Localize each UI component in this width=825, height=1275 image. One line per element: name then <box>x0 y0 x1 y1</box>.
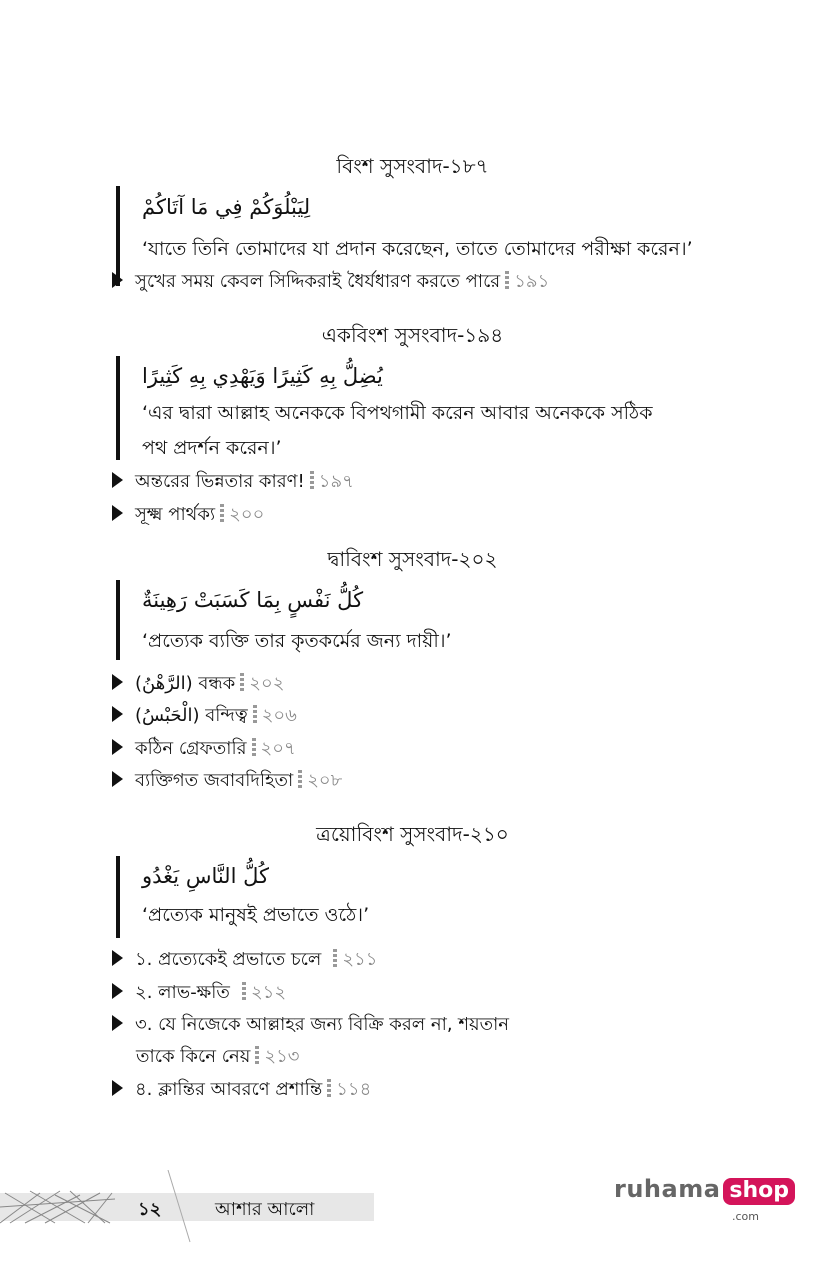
list-item[interactable] <box>112 765 342 797</box>
list-item[interactable] <box>112 668 284 700</box>
separator-icon <box>327 1079 331 1099</box>
page-ref: ১১৪ <box>336 1079 372 1100</box>
page-ref: ২০৮ <box>307 770 343 791</box>
arabic-verse: كُلُّ النَّاسِ يَغْدُو <box>142 864 269 888</box>
separator-icon <box>310 471 314 491</box>
item-text: সূক্ষ্ম পার্থক্য <box>135 504 216 525</box>
item-text: কঠিন গ্রেফতারি <box>135 738 247 759</box>
arabic-verse: لِيَبْلُوَكُمْ فِي مَا آتَاكُمْ <box>142 195 311 219</box>
translation: ‘প্রত্যেক মানুষই প্রভাতে ওঠে।’ <box>142 904 370 926</box>
section-title: দ্বাবিংশ সুসংবাদ-২০২ <box>327 547 498 571</box>
list-item[interactable] <box>112 977 286 1009</box>
arabic-verse: كُلُّ نَفْسٍ بِمَا كَسَبَتْ رَهِينَةٌ <box>142 588 364 612</box>
triangle-bullet-icon <box>112 983 123 999</box>
page-number: ১২ <box>138 1199 162 1220</box>
page-ref: ২১৩ <box>264 1046 300 1067</box>
separator-icon <box>242 982 246 1002</box>
logo-shop-text: shop <box>723 1178 795 1205</box>
section-title: একবিংশ সুসংবাদ-১৯৪ <box>321 323 504 347</box>
translation-line: পথ প্রদর্শন করেন।’ <box>142 437 282 459</box>
quote-block <box>116 580 452 660</box>
item-text: অন্তরের ভিন্নতার কারণ! <box>135 471 305 492</box>
footer-divider-icon <box>160 1170 200 1245</box>
quote-block <box>116 356 653 460</box>
triangle-bullet-icon <box>112 706 123 722</box>
section-title: বিংশ সুসংবাদ-১৮৭ <box>336 154 489 178</box>
triangle-bullet-icon <box>112 1015 123 1031</box>
item-text: ২. লাভ-ক্ষতি <box>135 982 230 1003</box>
triangle-bullet-icon <box>112 771 123 787</box>
book-title: আশার আলো <box>215 1199 315 1220</box>
item-text: (الْحَبْسُ) বন্দিত্ব <box>135 705 248 726</box>
page-ref: ২০৭ <box>260 738 296 759</box>
decorative-hatch-icon <box>0 1189 115 1225</box>
separator-icon <box>240 673 244 693</box>
triangle-bullet-icon <box>112 472 123 488</box>
translation: ‘প্রত্যেক ব্যক্তি তার কৃতকর্মের জন্য দায়ী।’ <box>142 630 452 652</box>
separator-icon <box>220 504 224 524</box>
list-item[interactable] <box>112 266 549 298</box>
separator-icon <box>505 271 509 291</box>
triangle-bullet-icon <box>112 505 123 521</box>
page-ref: ১৯৭ <box>318 471 354 492</box>
list-item[interactable] <box>112 700 297 732</box>
list-item[interactable] <box>112 733 296 765</box>
item-text: ৩. যে নিজেকে আল্লাহর জন্য বিক্রি করল না, শয়তান <box>135 1014 510 1035</box>
separator-icon <box>255 1046 259 1066</box>
separator-icon <box>252 738 256 758</box>
translation-line: ‘এর দ্বারা আল্লাহ অনেককে বিপথগামী করেন আবার অনেককে সঠিক <box>142 402 653 424</box>
separator-icon <box>333 949 337 969</box>
triangle-bullet-icon <box>112 950 123 966</box>
ruhamashop-logo <box>614 1175 795 1223</box>
list-item[interactable] <box>112 499 264 531</box>
list-item[interactable] <box>112 1074 371 1106</box>
list-item[interactable] <box>112 466 354 498</box>
translation: ‘যাতে তিনি তোমাদের যা প্রদান করেছেন, তাতে তোমাদের পরীক্ষা করেন।’ <box>142 238 693 260</box>
list-item[interactable] <box>112 1009 509 1041</box>
triangle-bullet-icon <box>112 1080 123 1096</box>
list-item[interactable] <box>112 944 377 976</box>
section-title: ত্রয়োবিংশ সুসংবাদ-২১০ <box>316 822 509 846</box>
item-text: (الرَّهْنُ) বন্ধক <box>135 673 236 694</box>
item-text: ৪. ক্লান্তির আবরণে প্রশান্তি <box>135 1079 323 1100</box>
page-ref: ২০০ <box>229 504 265 525</box>
page-ref: ২০৬ <box>261 705 297 726</box>
arabic-verse: يُضِلُّ بِهِ كَثِيرًا وَيَهْدِي بِهِ كَثِيرًا <box>142 364 383 388</box>
page-ref: ২১২ <box>250 982 287 1003</box>
separator-icon <box>298 770 302 790</box>
separator-icon <box>253 705 257 725</box>
list-item-continuation[interactable] <box>136 1041 299 1073</box>
item-text: ব্যক্তিগত জবাবদিহিতা <box>135 770 294 791</box>
logo-ruhama-text: ruhama <box>614 1175 721 1203</box>
triangle-bullet-icon <box>112 272 123 288</box>
item-text: ১. প্রত্যেকেই প্রভাতে চলে <box>135 949 322 970</box>
triangle-bullet-icon <box>112 739 123 755</box>
item-text: তাকে কিনে নেয় <box>136 1046 251 1067</box>
page-ref: ২০২ <box>249 673 285 694</box>
logo-com-text: .com <box>732 1210 759 1223</box>
page-ref: ১৯১ <box>514 271 550 292</box>
item-text: সুখের সময় কেবল সিদ্দিকরাই ধৈর্যধারণ করতে পারে <box>135 271 501 292</box>
triangle-bullet-icon <box>112 674 123 690</box>
quote-block <box>116 856 369 938</box>
page-ref: ২১১ <box>342 949 378 970</box>
